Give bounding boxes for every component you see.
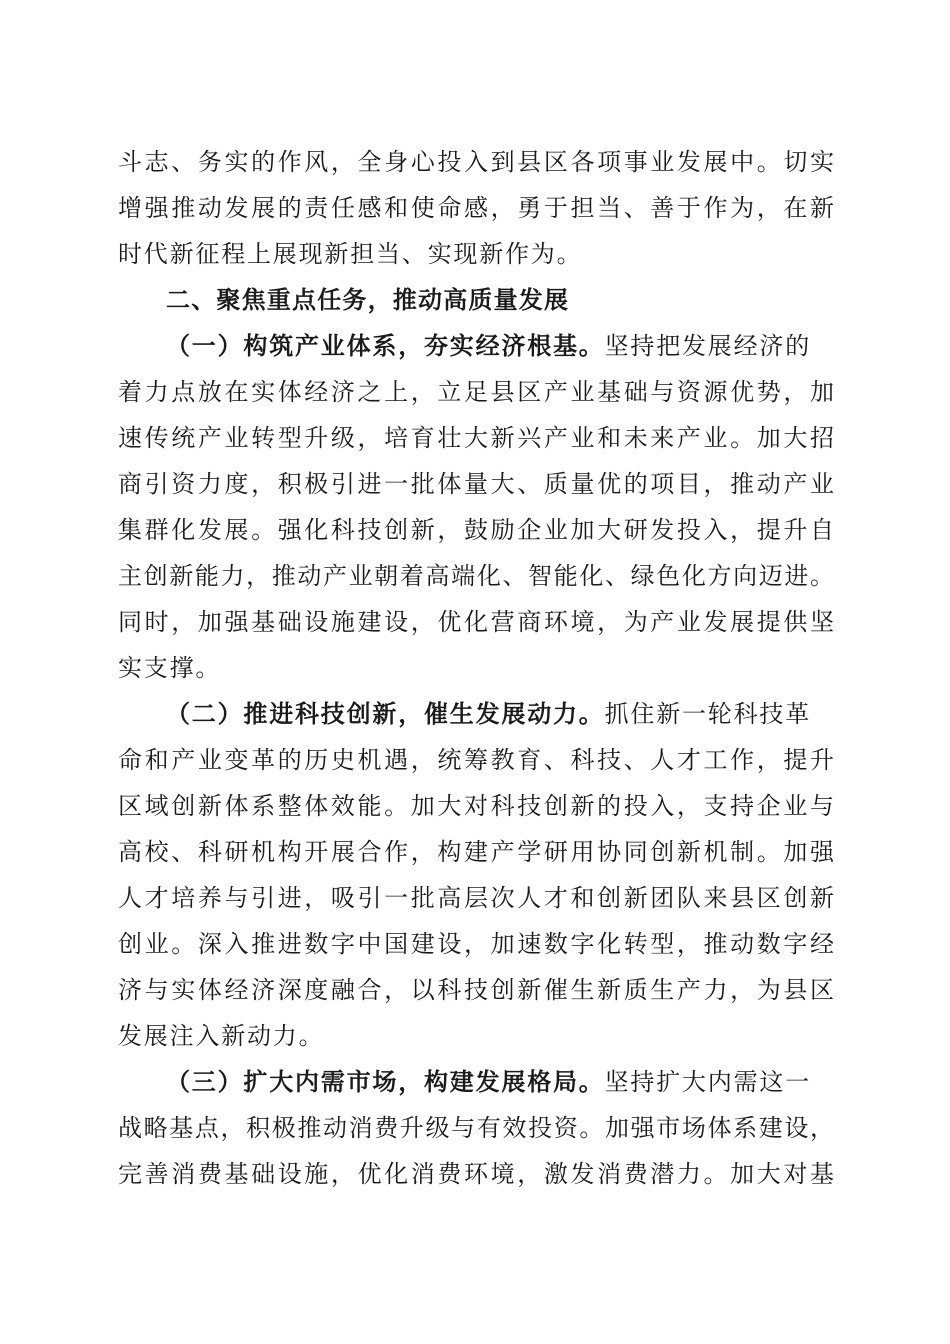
subsection-3-first-line [166, 1059, 834, 1105]
paragraph-line: 战略基点，积极推动消费升级与有效投资。加强市场体系建设， [118, 1114, 834, 1142]
paragraph-line: 商引资力度，积极引进一批体量大、质量优的项目，推动产业 [118, 470, 834, 498]
paragraph-line: 济与实体经济深度融合，以科技创新催生新质生产力，为县区 [118, 976, 834, 1004]
subsection-2-first-line-text: 抓住新一轮科技革 [604, 700, 812, 728]
paragraph-line: 速传统产业转型升级，培育壮大新兴产业和未来产业。加大招 [118, 424, 834, 452]
subsection-3-lead: （三）扩大内需市场，构建发展格局。 [166, 1067, 605, 1096]
subsection-2-lead: （二）推进科技创新，催生发展动力。 [166, 699, 605, 728]
paragraph-line: 区域创新体系整体效能。加大对科技创新的投入，支持企业与 [118, 792, 834, 820]
section-heading: 二、聚焦重点任务，推动高质量发展 [166, 286, 570, 314]
paragraph-line: 高校、科研机构开展合作，构建产学研用协同创新机制。加强 [118, 838, 834, 866]
paragraph-line: 增强推动发展的责任感和使命感，勇于担当、善于作为，在新 [118, 194, 834, 222]
paragraph-line: 发展注入新动力。 [118, 1022, 325, 1050]
paragraph-line: 同时，加强基础设施建设，优化营商环境，为产业发展提供坚 [118, 608, 834, 636]
subsection-1-first-line [166, 323, 834, 369]
subsection-3-first-line-text: 坚持扩大内需这一 [604, 1068, 812, 1096]
paragraph-line: 完善消费基础设施，优化消费环境，激发消费潜力。加大对基 [118, 1160, 834, 1188]
subsection-2-first-line [166, 691, 834, 737]
paragraph-line: 命和产业变革的历史机遇，统筹教育、科技、人才工作，提升 [118, 746, 834, 774]
subsection-1-lead: （一）构筑产业体系，夯实经济根基。 [166, 331, 605, 360]
paragraph-line: 人才培养与引进，吸引一批高层次人才和创新团队来县区创新 [118, 884, 834, 912]
paragraph-line: 着力点放在实体经济之上，立足县区产业基础与资源优势，加 [118, 378, 834, 406]
paragraph-line: 斗志、务实的作风，全身心投入到县区各项事业发展中。切实 [118, 148, 834, 176]
paragraph-line: 实支撑。 [118, 654, 222, 682]
paragraph-line: 创业。深入推进数字中国建设，加速数字化转型，推动数字经 [118, 930, 834, 958]
paragraph-line: 集群化发展。强化科技创新，鼓励企业加大研发投入，提升自 [118, 516, 834, 544]
paragraph-line: 时代新征程上展现新担当、实现新作为。 [118, 240, 583, 268]
subsection-1-first-line-text: 坚持把发展经济的 [604, 332, 812, 360]
paragraph-line: 主创新能力，推动产业朝着高端化、智能化、绿色化方向迈进。 [118, 562, 834, 590]
